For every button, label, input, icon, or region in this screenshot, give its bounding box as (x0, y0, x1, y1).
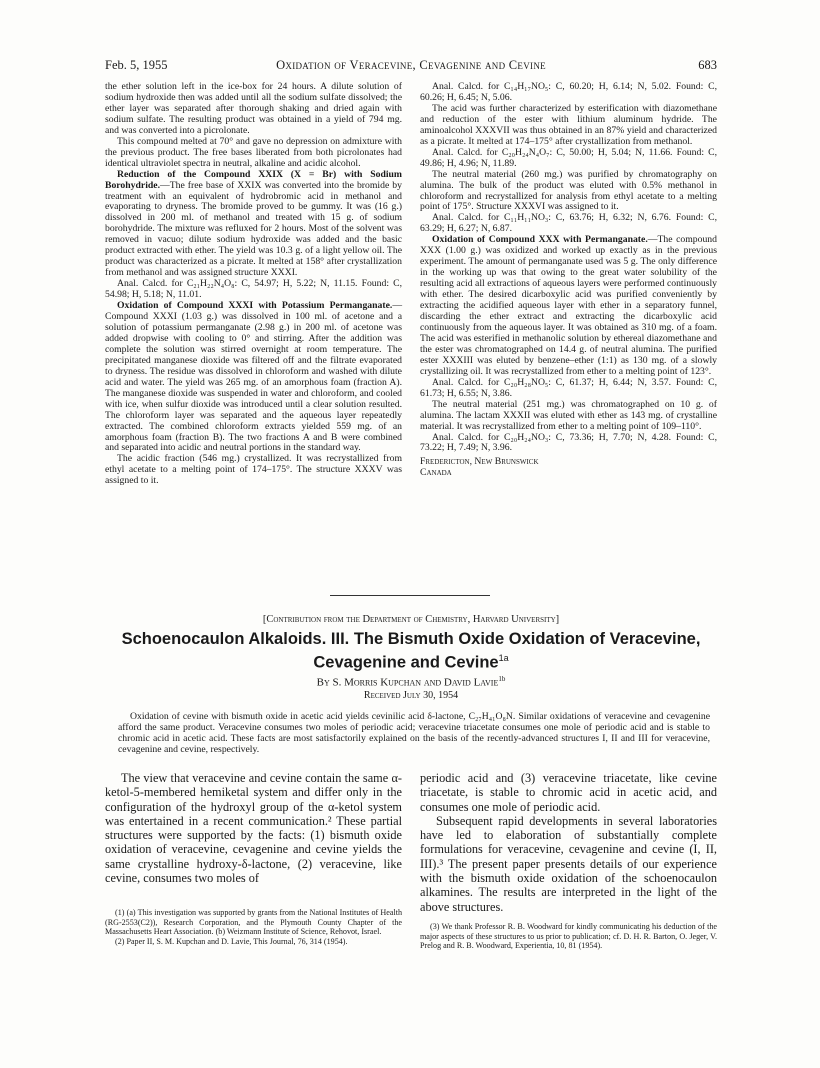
experimental-paragraph (420, 170, 717, 214)
author-footnote-marker: 1b (498, 675, 506, 683)
address-line: Fredericton, New Brunswick (420, 456, 539, 468)
body-column-left (105, 771, 402, 885)
experimental-paragraph (105, 301, 402, 454)
footnote: (3) We thank Professor R. B. Woodward for kindly communicating his deduction of the major aspects of these structures to us prior to publication; cf. D. H. R. Barton, O. Jeger, V. Prelog and R. B. Woodward, Experientia, 10, 81 (1954). (420, 922, 717, 951)
paragraph-text: The acidic fraction (546 mg.) crystallized. It was recrystallized from ethyl acetate to a melting point of 174–175°. The structure XXXV was assigned to it. (105, 453, 402, 487)
and-label: and (423, 676, 442, 689)
section-divider (330, 595, 490, 596)
experimental-paragraph (420, 378, 717, 400)
experimental-paragraph (420, 82, 717, 104)
paragraph-text: Anal. Calcd. for C₁₄H₁₇NO₅: C, 60.20; H, 6.14; N, 5.02. Found: C, 60.26; H, 6.45; N, 5.06. (420, 81, 717, 103)
by-label: By (316, 676, 330, 689)
footnotes-left (105, 908, 402, 947)
experimental-paragraph (420, 235, 717, 377)
body-paragraph: periodic acid and (3) veracevine triacetate, like cevine triacetate, is stable to chromic acid in acetic acid, and consumes one mole of periodic acid. (420, 771, 717, 814)
title-line-2 (105, 649, 717, 673)
paragraph-text: —The compound XXX (1.00 g.) was oxidized and worked up exactly as in the previous experiment. The amount of permanganate used was 5 g. The only difference in the working up was that owing to the great water solubility of the resulting acid all extractions of aqueous layers were performed continuously with ether. The desired dicarboxylic acid was purified conveniently by extracting the acidified aqueous layer with ether in a separatory funnel, discarding the ether extract and extracting the dicarboxylic acid continuously from the aqueous layer. It was obtained as 310 mg. of a foam. The acid was esterified in methanolic solution by ethereal diazomethane and the ester was chromatographed on 14.4 g. of neutral alumina. The purified ester XXXIII was eluted by benzene–ether (1:1) as 130 mg. of a slowly crystallizing oil. It was recrystallized from ether to a melting point of 123°. (420, 234, 717, 377)
experimental-column-left (105, 82, 402, 487)
experimental-paragraph (420, 104, 717, 148)
running-title: Oxidation of Veracevine, Cevagenine and Cevine (276, 58, 546, 72)
title-line-2-text: Cevagenine and Cevine (313, 653, 499, 672)
paragraph-text: The neutral material (251 mg.) was chromatographed on 10 g. of alumina. The lactam XXXII was eluted with ether as 143 mg. of crystalline material. It was recrystallized from ether to a melting point of 109–110°. (420, 398, 717, 432)
paragraph-text: This compound melted at 70° and gave no depression on admixture with the previous product. The free bases liberated from both picrolonates had identical ultraviolet spectra in neutral, alkaline and acidic alcohol. (105, 135, 402, 169)
issue-date: Feb. 5, 1955 (105, 58, 168, 72)
body-paragraph: The view that veracevine and cevine contain the same α-ketol-5-membered hemiketal system and differ only in the configuration of the hydroxyl group of the α-ketol system was entertained in a recent communication.² These partial structures were supported by the facts: (1) bismuth oxide oxidation of veracevine, cevagenine and cevine yields the same crystalline hydroxy-δ-lactone, (2) veracevine, like cevine, consumes two moles of (105, 771, 402, 886)
footnote: (1) (a) This investigation was supported by grants from the National Institutes of Health (RG-2553(C2)), Research Corporation, and the Plymouth County Chapter of the Massachusetts Heart Association. (b) Weizmann Institute of Science, Rehovot, Israel. (105, 908, 402, 937)
footnote: (2) Paper II, S. M. Kupchan and D. Lavie, This Journal, 76, 314 (1954). (115, 937, 348, 947)
experimental-column-right (420, 82, 717, 479)
experimental-paragraph (105, 279, 402, 301)
experimental-paragraph (105, 82, 402, 137)
experimental-paragraph (420, 400, 717, 433)
paragraph-text: The acid was further characterized by esterification with diazomethane and reduction of the ester with lithium aluminum hydride. The aminoalcohol XXXVII was thus obtained in an 87% yield and characterized as a picrate. It melted at 174–175° after crystallization from methanol. (420, 102, 717, 147)
body-column-right (420, 771, 717, 914)
body-paragraph: Subsequent rapid developments in several laboratories have led to elaboration of substantially complete formulations for veracevine, cevagenine and cevine (I, II, III).³ The present paper presents details of our experience with the bismuth oxide oxidation of the schoenocaulon alkamines. The results are interpreted in the light of the above structures. (420, 813, 717, 914)
paragraph-heading: Reduction of the Compound XXIX (X = Br) with Sodium Borohydride. (105, 168, 402, 191)
running-header (105, 58, 717, 76)
address-country: Canada (420, 467, 452, 479)
paragraph-text: —The free base of XXIX was converted into the bromide by treatment with an equivalent of hydrobromic acid in methanol and evaporating to dryness. The bromide proved to be gummy. It was (16 g.) dissolved in 200 ml. of methanol and treated with 15 g. of sodium borohydride. The mixture was refluxed for 2 hours. Most of the solvent was removed in vacuo; dilute sodium hydroxide was added and the basic product extracted with ether. The yield was 10.3 g. of a light yellow oil. The product was characterized as a picrate. It melted at 158° after crystallization from methanol and was assigned structure XXXI. (105, 179, 402, 279)
received-date: Received July 30, 1954 (363, 690, 459, 701)
experimental-paragraph (420, 213, 717, 235)
author-line (105, 675, 717, 689)
experimental-paragraph (420, 433, 717, 455)
title-footnote-marker: 1a (498, 653, 509, 663)
paragraph-text: Anal. Calcd. for C₂₁H₂₂N₄O₈: C, 54.97; H, 5.22; N, 11.15. Found: C, 54.98; H, 5.18; N, 11.01. (105, 278, 402, 301)
title-line-1: Schoenocaulon Alkaloids. III. The Bismuth Oxide Oxidation of Veracevine, (121, 630, 701, 648)
paragraph-text: —Compound XXXI (1.03 g.) was dissolved in 100 ml. of acetone and a solution of potassium permanganate (2.98 g.) in 200 ml. of acetone was added dropwise with cooling to 0° and stirring. After the addition was complete the solution was stirred overnight at room temperature. The precipitated manganese dioxide was filtered off and the filtrate evaporated to dryness. The residue was dissolved in chloroform and washed with dilute acid and water. The yield was 265 mg. of an amorphous foam (fraction A). The manganese dioxide was suspended in water and chloroform, and cooled with ice, when sulfur dioxide was introduced until a clear solution resulted. The chloroform layer was separated and the aqueous layer repeatedly extracted. The combined chloroform extracts yielded 559 mg. of an amorphous foam (fraction B). The two fractions A and B were combined and separated into acidic and neutral portions in the standard way. (105, 300, 402, 454)
experimental-paragraphs (420, 82, 717, 454)
paragraph-text: Anal. Calcd. for C₂₀H₂₄NO₃: C, 73.36; H, 7.70; N, 4.28. Found: C, 73.22; H, 7.49; N, 3.96. (420, 431, 717, 454)
paragraph-text: Anal. Calcd. for C₂₀H₂₄N₄O₇: C, 50.00; H, 5.04; N, 11.66. Found: C, 49.86; H, 4.96; N, 11.89. (420, 146, 717, 169)
footnotes-right (420, 922, 717, 951)
experimental-paragraph (105, 454, 402, 487)
author-2: David Lavie (443, 676, 499, 689)
paragraph-text: the ether solution left in the ice-box for 24 hours. A dilute solution of sodium hydroxide then was added until all the sodium sulfate dissolved; the ether layer was separated after thorough shaking and dried again with sodium sulfate. The resulting product was obtained in a yield of 794 mg. and was converted into a picrolonate. (105, 81, 402, 136)
page-number: 683 (698, 58, 717, 72)
paragraph-text: The neutral material (260 mg.) was purified by chromatography on alumina. The bulk of the product was eluted with 0.5% methanol in chloroform and recrystallized for analysis from ethyl acetate to a melting point of 175°. Structure XXXVI was assigned to it. (420, 168, 717, 213)
abstract: Oxidation of cevine with bismuth oxide in acetic acid yields cevinilic acid δ-lactone, C₂₇H₄₁O₈N. Similar oxidations of veracevine and cevagenine afford the same product. Veracevine consumes two moles of periodic acid; veracevine triacetate consumes one mole of periodic acid and is stable to chromic acid in acetic acid. These facts are most satisfactorily explained on the basis of the recently-advanced structures I, II and III for veracevine, cevagenine and cevine, respectively. (118, 711, 710, 755)
article-title (105, 630, 717, 673)
contribution-line: [Contribution from the Department of Chemistry, Harvard University] (262, 614, 560, 625)
paragraph-text: Anal. Calcd. for C₁₁H₁₁NO₃: C, 63.76; H, 6.32; N, 6.76. Found: C, 63.29; H, 6.27; N, 6.87. (420, 212, 717, 235)
paragraph-text: Anal. Calcd. for C₂₀H₂₈NO₅: C, 61.37; H, 6.44; N, 3.57. Found: C, 61.73; H, 6.55; N, 3.86. (420, 376, 717, 399)
experimental-paragraph (420, 148, 717, 170)
experimental-paragraph (105, 170, 402, 280)
paragraph-heading: Oxidation of Compound XXX with Permanganate. (432, 234, 648, 246)
experimental-paragraph (105, 137, 402, 170)
paragraph-heading: Oxidation of Compound XXXI with Potassium Permanganate. (117, 300, 393, 312)
author-1: S. Morris Kupchan (332, 676, 422, 689)
